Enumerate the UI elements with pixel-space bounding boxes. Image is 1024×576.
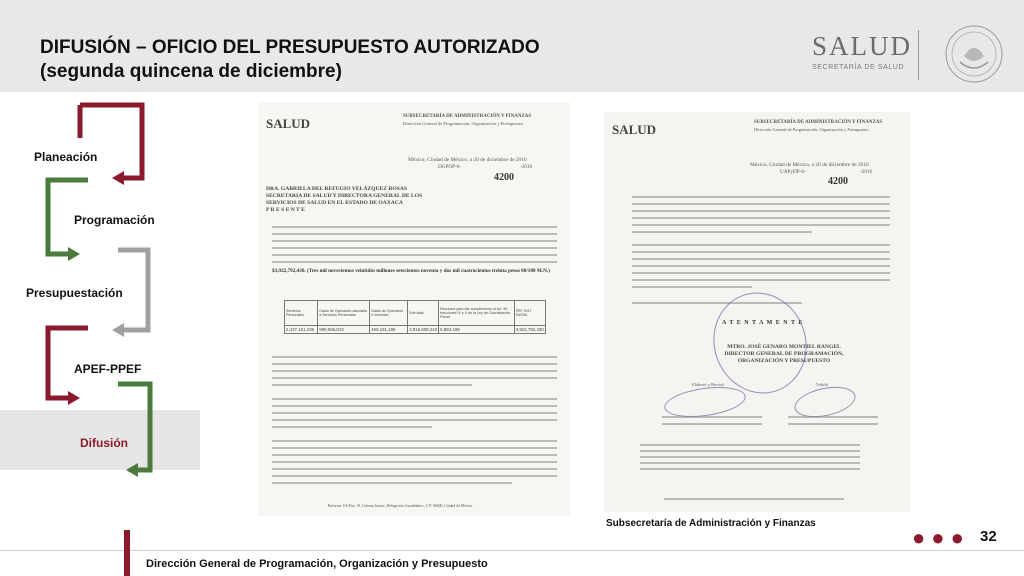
text-line [272, 405, 557, 407]
budget-header-cell: Sub-total [408, 301, 439, 326]
doc-right-date: México, Ciudad de México, a 20 de diciembre de 2016 [750, 162, 869, 168]
text-line [272, 247, 557, 249]
budget-table-row [285, 326, 546, 334]
budget-table-header [285, 301, 546, 326]
text-line [272, 261, 557, 263]
doc-right-ref: UAPyDP-6- [780, 169, 806, 175]
text-line [662, 423, 762, 425]
doc-left-number: 4200 [494, 172, 514, 183]
text-line [272, 454, 557, 456]
text-line [272, 426, 432, 428]
signer-line: MTRO. JOSÉ GENARO MONTIEL RANGEL [727, 344, 841, 350]
stage-presupuestacion[interactable]: Presupuestación [26, 286, 123, 300]
text-line [272, 363, 557, 365]
document-caption: Subsecretaría de Administración y Finanzas [606, 518, 816, 529]
doc-right-subsecretaria: SUBSECRETARÍA DE ADMINISTRACIÓN Y FINANZAS [754, 120, 883, 125]
text-line [272, 419, 557, 421]
doc-left-addressee [266, 186, 422, 214]
budget-value-cell: 3,922,792,430 [515, 327, 544, 332]
text-line [272, 356, 557, 358]
text-line [632, 203, 890, 205]
text-line [788, 416, 878, 418]
text-line [272, 440, 557, 442]
budget-table [284, 300, 546, 334]
signer-line: DIRECTOR GENERAL DE PROGRAMACIÓN, [724, 351, 844, 357]
doc-right-valido: Validó [816, 382, 828, 387]
text-line [632, 251, 890, 253]
text-line [632, 265, 890, 267]
text-line [272, 412, 557, 414]
budget-header-cell: Gasto de Operación asociado a Servicios Personales [318, 301, 370, 326]
text-line [272, 482, 512, 484]
budget-header-cell: PEF 2017 FASSA [514, 301, 545, 326]
text-line [272, 370, 557, 372]
header-divider [918, 30, 919, 80]
footer-rule [0, 550, 1024, 551]
slide-title-line2: (segunda quincena de diciembre) [40, 61, 342, 82]
addressee-line: SECRETARIA DE SALUD Y DIRECTORA GENERAL DE LOS [266, 193, 423, 199]
text-line [632, 279, 890, 281]
footer-text: Dirección General de Programación, Organización y Presupuesto [146, 558, 488, 570]
text-line [632, 272, 890, 274]
addressee-line: DRA. GABRIELA DEL REFUGIO VELÁZQUEZ ROSAS [266, 186, 408, 192]
budget-value-cell: 5,884,188 [439, 326, 515, 334]
addressee-line: SERVICIOS DE SALUD EN EL ESTADO DE OAXACA [266, 200, 403, 206]
salud-logo [812, 32, 912, 71]
text-line [272, 468, 557, 470]
stage-programacion[interactable]: Programación [74, 213, 155, 227]
text-line [640, 462, 860, 464]
text-line [632, 286, 752, 288]
doc-left-amount: $3,922,792,430. (Tres mil novecientos veintidós millones setecientos noventa y dos mil cuatrocientos treinta pesos 00/100 M.N.) [272, 268, 550, 274]
text-line [662, 416, 762, 418]
text-line [272, 475, 557, 477]
doc-right-logo: SALUD [612, 122, 657, 137]
text-line [272, 398, 557, 400]
stage-planeacion[interactable]: Planeación [34, 150, 98, 164]
footer-accent-bar [124, 530, 130, 576]
doc-left-subsecretaria: SUBSECRETARÍA DE ADMINISTRACIÓN Y FINANZAS [403, 114, 532, 119]
text-line [640, 444, 860, 446]
text-line [632, 258, 890, 260]
text-line [272, 233, 557, 235]
text-line [632, 231, 812, 233]
text-line [640, 468, 860, 470]
doc-right-year: -2016 [860, 169, 873, 175]
salud-logo-subtitle: SECRETARÍA DE SALUD [812, 64, 905, 71]
text-line [640, 456, 860, 458]
text-line [632, 196, 890, 198]
doc-right-number: 4200 [828, 176, 848, 187]
oficio-document-right [604, 112, 910, 512]
budget-value-cell: 2,427,151,236 [285, 326, 318, 334]
doc-left-ref: DGPOP-6- [438, 164, 462, 170]
budget-value-cell: 3,916,908,242 [409, 327, 438, 332]
doc-left-footer: Reforma 116 Piso 19, Colonia Juárez, Delegación Cuauhtémoc, C.P. 06600, Ciudad de México [328, 504, 473, 508]
budget-header-cell: Recursos para dar cumplimiento al Art. 49, fracciones IV y V de la Ley de Coordinación Fiscal [439, 301, 515, 326]
text-line [272, 226, 557, 228]
budget-value-cell: 999,595,813 [318, 326, 370, 334]
text-line [632, 224, 890, 226]
doc-left-year: -2016 [520, 164, 533, 170]
addressee-line: P R E S E N T E [266, 207, 305, 213]
salud-logo-text: SALUD [812, 31, 913, 61]
national-seal-icon [938, 22, 1010, 86]
text-line [664, 498, 844, 500]
ellipsis-icon: ●●● [912, 525, 970, 550]
oficio-document-left [258, 102, 570, 516]
stage-difusion[interactable]: Difusión [80, 436, 128, 450]
doc-left-direccion: Dirección General de Programación, Organización y Presupuesto [403, 121, 523, 126]
text-line [632, 217, 890, 219]
budget-header-cell: Gasto de Operación e Inversión [370, 301, 408, 326]
text-line [788, 423, 878, 425]
budget-header-cell: Servicios Personales [285, 301, 318, 326]
budget-value-cell: 490,161,195 [370, 326, 408, 334]
page-number: 32 [980, 528, 997, 545]
text-line [272, 447, 557, 449]
text-line [640, 450, 860, 452]
text-line [272, 384, 472, 386]
text-line [632, 210, 890, 212]
doc-right-elaboro: Elaboró y Revisó [692, 382, 724, 387]
doc-left-date: México, Ciudad de México, a 20 de diciembre de 2016 [408, 157, 527, 163]
text-line [272, 377, 557, 379]
doc-right-closing: A T E N T A M E N T E [722, 320, 804, 326]
text-line [272, 461, 557, 463]
text-line [272, 240, 557, 242]
stage-apef-ppef[interactable]: APEF-PPEF [74, 362, 142, 376]
text-line [632, 244, 890, 246]
text-line [272, 254, 557, 256]
slide-title [40, 36, 540, 84]
doc-left-logo: SALUD [266, 116, 311, 131]
signer-line: ORGANIZACIÓN Y PRESUPUESTO [737, 358, 831, 364]
slide-title-line1: DIFUSIÓN – OFICIO DEL PRESUPUESTO AUTORIZADO [40, 37, 540, 58]
doc-right-direccion: Dirección General de Programación, Organización y Presupuesto [754, 127, 869, 132]
